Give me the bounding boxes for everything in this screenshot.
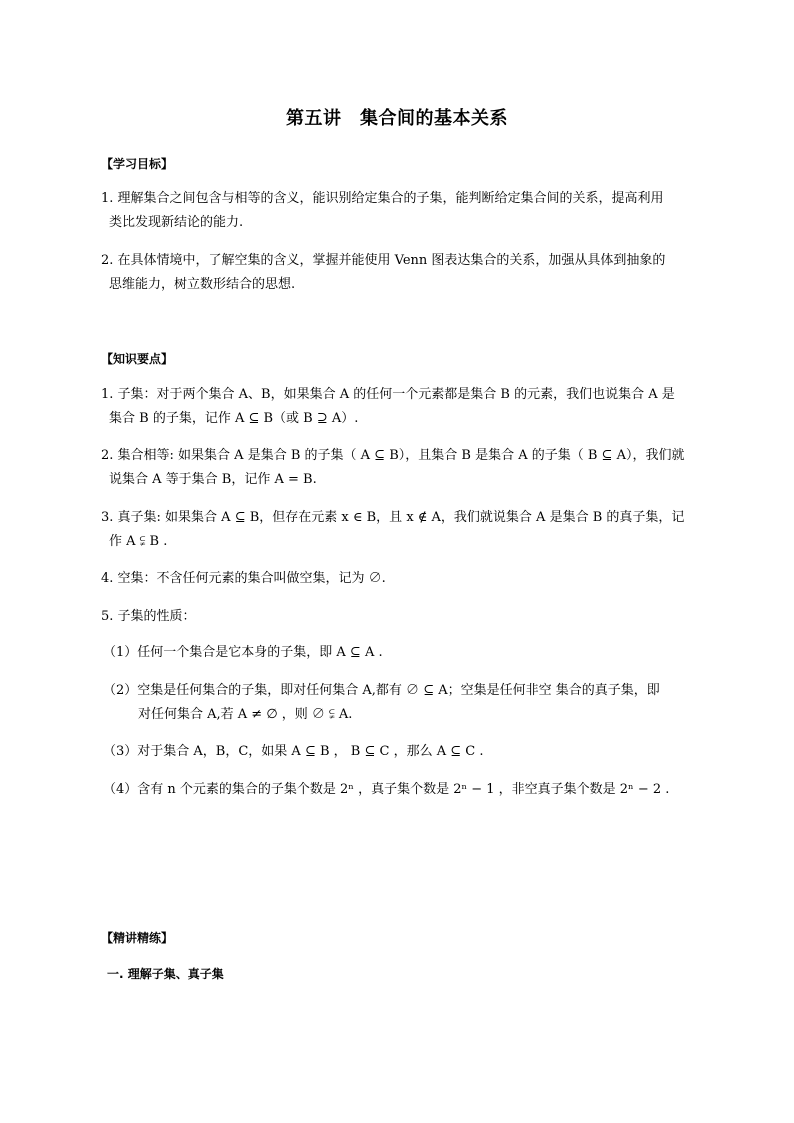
- property-item-4: [103, 778, 703, 802]
- point-1-line2: 集合 B 的子集，记作 A ⊆ B（或 B ⊇ A）.: [109, 411, 359, 426]
- property-item-1: [103, 641, 703, 665]
- point-item-4: [101, 567, 701, 591]
- point-4-line1: 4. 空集：不含任何元素的集合叫做空集，记为 ∅.: [101, 571, 386, 586]
- point-1-line1: 1. 子集：对于两个集合 A、B，如果集合 A 的任何一个元素都是集合 B 的元素，我们也说集合 A 是: [101, 387, 675, 402]
- point-item-2: [101, 444, 701, 492]
- property-4-line1: （4）含有 n 个元素的集合的子集个数是 2ⁿ ，真子集个数是 2ⁿ − 1 ，非空真子集个数是 2ⁿ − 2 .: [103, 782, 670, 797]
- property-1-line1: （1）任何一个集合是它本身的子集，即 A ⊆ A .: [103, 645, 383, 660]
- point-5-line1: 5. 子集的性质：: [101, 609, 196, 624]
- goal-item-2: [101, 249, 701, 297]
- property-2-line1: （2）空集是任何集合的子集，即对任何集合 A,都有 ∅ ⊆ A；空集是任何非空 集合的真子集，即: [103, 683, 660, 698]
- page-title: 第五讲 集合间的基本关系: [286, 108, 508, 129]
- practice-subheading: 一. 理解子集、真子集: [107, 967, 224, 981]
- goal-2-line2: 思维能力，树立数形结合的思想.: [109, 277, 296, 292]
- point-2-line2: 说集合 A 等于集合 B，记作 A = B.: [109, 472, 317, 487]
- property-2-line2: 对任何集合 A,若 A ≠ ∅ ，则 ∅ ⫋ A.: [138, 707, 353, 722]
- goal-item-1: [101, 187, 701, 235]
- point-item-1: [101, 383, 701, 431]
- property-item-3: [103, 740, 703, 764]
- goals-heading: 【学习目标】: [101, 157, 174, 171]
- points-heading: 【知识要点】: [101, 352, 174, 366]
- goal-1-line2: 类比发现新结论的能力.: [109, 215, 244, 230]
- property-item-2: [103, 679, 703, 727]
- goal-2-line1: 2. 在具体情境中，了解空集的含义，掌握并能使用 Venn 图表达集合的关系，加强从具体到抽象的: [101, 253, 666, 268]
- goal-1-line1: 1. 理解集合之间包含与相等的含义，能识别给定集合的子集，能判断给定集合间的关系，提高利用: [101, 191, 664, 206]
- point-3-line2: 作 A ⫋ B .: [109, 534, 168, 549]
- point-2-line1: 2. 集合相等: 如果集合 A 是集合 B 的子集（ A ⊆ B），且集合 B 是集合 A 的子集（ B ⊆ A），我们就: [101, 448, 685, 463]
- point-item-3: [101, 506, 701, 554]
- point-3-line1: 3. 真子集: 如果集合 A ⊆ B，但存在元素 x ∈ B，且 x ∉ A，我们就说集合 A 是集合 B 的真子集，记: [101, 510, 685, 525]
- point-item-5: [101, 605, 701, 629]
- practice-heading: 【精讲精练】: [101, 931, 174, 945]
- property-3-line1: （3）对于集合 A，B，C，如果 A ⊆ B ， B ⊆ C ，那么 A ⊆ C .: [103, 744, 484, 759]
